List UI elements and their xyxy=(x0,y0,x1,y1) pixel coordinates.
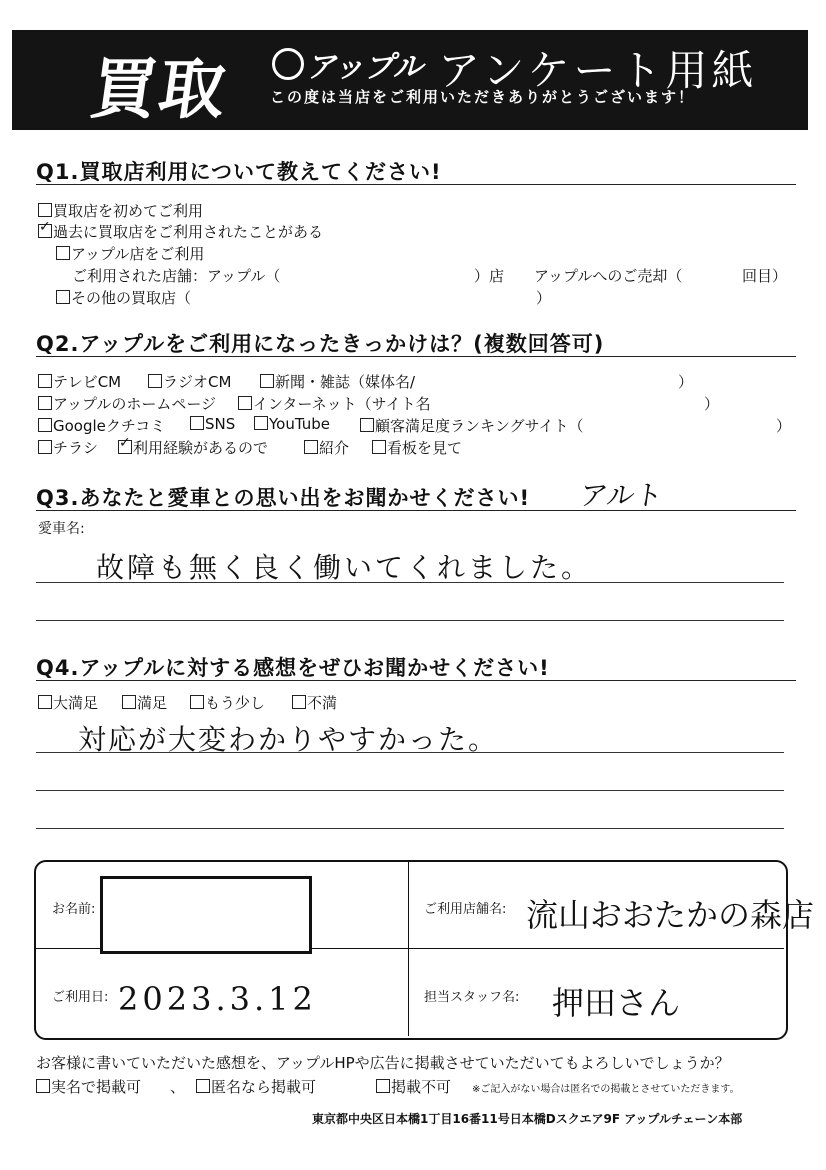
q4-option-little[interactable] xyxy=(190,692,265,713)
q2-option-flyer[interactable] xyxy=(38,437,98,458)
q4-divider xyxy=(36,680,796,681)
q1-option-label: アップル店をご利用 xyxy=(71,245,205,263)
consent-label: 実名で掲載可 xyxy=(51,1078,142,1096)
q1-sold-label: アップルへのご売却（ xyxy=(534,267,683,285)
q2-option-label: SNS xyxy=(205,415,236,433)
q3-divider xyxy=(36,510,796,511)
q1-store-label: ご利用された店舗：アップル（ xyxy=(72,267,281,285)
q2-option-google[interactable] xyxy=(38,415,165,436)
kaitori-logo-text: 買取 xyxy=(85,51,233,128)
q1-option-label: 過去に買取店をご利用されたことがある xyxy=(53,223,324,241)
q2-option-label: ラジオCM xyxy=(163,373,232,391)
checkbox[interactable] xyxy=(38,440,52,454)
q2-option-sign[interactable] xyxy=(372,437,462,458)
q4-option-satisfied[interactable] xyxy=(122,692,167,713)
q4-title: Q4.アップルに対する感想をぜひお聞かせください! xyxy=(36,656,550,680)
q2-option-label: テレビCM xyxy=(53,373,122,391)
q2-option-label: 新聞・雑誌（媒体名/ xyxy=(275,373,416,391)
checkbox[interactable] xyxy=(372,440,386,454)
checkbox[interactable] xyxy=(292,695,306,709)
q4-handwritten-answer: 対応が大変わかりやすかった。 xyxy=(78,723,499,756)
q2-option-label: アップルのホームページ xyxy=(53,395,217,413)
q1-other-suffix: ） xyxy=(536,289,552,307)
q1-title: Q1.買取店利用について教えてください! xyxy=(36,160,442,184)
checkbox[interactable] xyxy=(196,1079,210,1093)
q4-answer-line xyxy=(36,752,784,753)
checkbox[interactable] xyxy=(38,374,52,388)
q2-option-label: チラシ xyxy=(53,439,99,457)
brand-logo: アップル xyxy=(306,50,423,85)
consent-real-name[interactable] xyxy=(36,1076,141,1097)
store-label: ご利用店舗名: xyxy=(424,902,507,917)
checkbox[interactable] xyxy=(260,374,274,388)
q2-option-label: 利用経験があるので xyxy=(133,439,269,457)
page-title: アンケート用紙 xyxy=(438,46,758,95)
q3-handwritten-car: アルト xyxy=(577,479,665,512)
publish-consent-question: お客様に書いていただいた感想を、アップルHPや広告に掲載させていただいてもよろしいでしょうか？ xyxy=(36,1054,730,1072)
q2-option-label: 看板を見て xyxy=(387,439,463,457)
q4-option-label: 不満 xyxy=(307,694,338,712)
q2-option-label: YouTube xyxy=(269,415,330,433)
q2-option-label: 顧客満足度ランキングサイト（ xyxy=(375,417,584,435)
checkbox[interactable] xyxy=(38,695,52,709)
company-address: 東京都中央区日本橋1丁目16番11号日本橋Dスクエア9F アップルチェーン本部 xyxy=(312,1112,743,1126)
q4-option-label: もう少し xyxy=(205,694,266,712)
q2-option-experience[interactable] xyxy=(118,437,268,458)
q2-title: Q2.アップルをご利用になったきっかけは？(複数回答可) xyxy=(36,332,605,356)
staff-label: 担当スタッフ名: xyxy=(424,990,520,1005)
q3-title: Q3.あなたと愛車との思い出をお聞かせください! xyxy=(36,486,531,510)
consent-separator: 、 xyxy=(170,1078,186,1096)
q4-option-label: 大満足 xyxy=(53,694,99,712)
q2-option-radio[interactable] xyxy=(148,371,231,392)
q2-ranking-suffix: ） xyxy=(776,417,792,435)
q1-option-past-use[interactable] xyxy=(38,221,323,242)
q2-option-label: 紹介 xyxy=(319,439,350,457)
q1-option-other[interactable] xyxy=(56,287,191,308)
q2-option-press[interactable] xyxy=(260,371,415,392)
name-redaction-box xyxy=(100,876,312,954)
checkbox[interactable] xyxy=(360,418,374,432)
q3-answer-line xyxy=(36,620,784,621)
q4-answer-line xyxy=(36,828,784,829)
checkbox[interactable] xyxy=(190,416,204,430)
checkbox[interactable] xyxy=(38,203,52,217)
q4-answer-line xyxy=(36,790,784,791)
name-label: お名前: xyxy=(52,902,96,917)
checkbox[interactable] xyxy=(38,418,52,432)
q2-divider xyxy=(36,356,796,357)
checkbox[interactable] xyxy=(304,440,318,454)
q2-option-tv[interactable] xyxy=(38,371,121,392)
checkbox[interactable] xyxy=(122,695,136,709)
checkbox-checked[interactable] xyxy=(38,224,52,238)
q2-option-label: Googleクチコミ xyxy=(53,417,166,435)
checkbox[interactable] xyxy=(56,290,70,304)
checkbox-checked[interactable] xyxy=(118,440,132,454)
info-box-vertical-divider xyxy=(408,862,409,1036)
checkbox[interactable] xyxy=(376,1079,390,1093)
q1-sold-suffix: 回目） xyxy=(742,267,788,285)
q1-option-label: 買取店を初めてご利用 xyxy=(53,202,204,220)
q2-press-suffix: ） xyxy=(678,373,694,391)
q1-option-label: その他の買取店（ xyxy=(71,289,192,307)
q2-option-intro[interactable] xyxy=(304,437,349,458)
staff-value: 押田さん xyxy=(552,984,681,1022)
checkbox[interactable] xyxy=(56,246,70,260)
date-label: ご利用日: xyxy=(52,990,109,1005)
q1-store-suffix: ）店 xyxy=(474,267,505,285)
date-value: 2023.3.12 xyxy=(118,980,317,1018)
checkbox[interactable] xyxy=(238,396,252,410)
q2-option-ranking[interactable] xyxy=(360,415,584,436)
q1-divider xyxy=(36,184,796,185)
store-value: 流山おおたかの森店 xyxy=(526,896,815,934)
q4-option-very-satisfied[interactable] xyxy=(38,692,98,713)
checkbox[interactable] xyxy=(38,396,52,410)
q2-internet-suffix: ） xyxy=(704,395,720,413)
q2-option-homepage[interactable] xyxy=(38,393,216,414)
q3-handwritten-answer: 故障も無く良く働いてくれました。 xyxy=(96,551,593,584)
q4-option-unsatisfied[interactable] xyxy=(292,692,337,713)
q3-car-label: 愛車名: xyxy=(38,521,85,537)
q3-answer-line xyxy=(36,582,784,583)
checkbox[interactable] xyxy=(190,695,204,709)
checkbox[interactable] xyxy=(254,416,268,430)
consent-no[interactable] xyxy=(376,1076,451,1097)
checkbox[interactable] xyxy=(36,1079,50,1093)
q2-option-sns[interactable] xyxy=(190,415,235,433)
q1-option-first-time[interactable] xyxy=(38,200,203,221)
consent-anonymous[interactable] xyxy=(196,1076,316,1097)
q1-option-apple[interactable] xyxy=(56,243,204,264)
q4-option-label: 満足 xyxy=(137,694,168,712)
q2-option-youtube[interactable] xyxy=(254,415,330,433)
consent-label: 匿名なら掲載可 xyxy=(211,1078,317,1096)
apple-logo-icon xyxy=(272,48,304,80)
consent-note: ※ご記入がない場合は匿名での掲載とさせていただきます。 xyxy=(472,1084,740,1095)
checkbox[interactable] xyxy=(148,374,162,388)
consent-label: 掲載不可 xyxy=(391,1078,452,1096)
q2-option-label: インターネット（サイト名 xyxy=(253,395,431,413)
q2-option-internet[interactable] xyxy=(238,393,431,414)
page-subtitle: この度は当店をご利用いただきありがとうございます！ xyxy=(270,88,696,106)
